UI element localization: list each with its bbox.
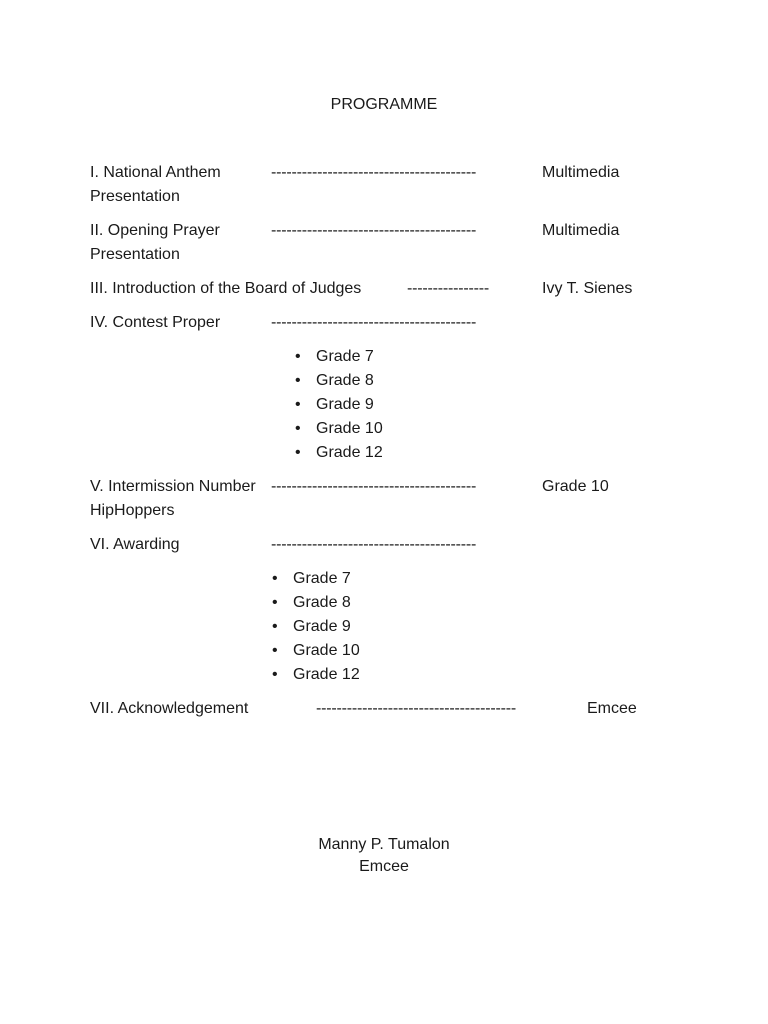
- list-item: [295, 345, 383, 369]
- list-item: [272, 663, 360, 687]
- bullet-icon: •: [295, 420, 301, 437]
- item-6-label: VI. Awarding: [90, 536, 180, 553]
- list-item: [295, 369, 383, 393]
- item-1-continuation: Presentation: [90, 188, 180, 205]
- item-1-leader: ----------------------------------------: [271, 164, 477, 181]
- item-2-assignee: Multimedia: [542, 222, 620, 239]
- list-item-label: Grade 8: [293, 594, 351, 611]
- list-item-label: Grade 12: [316, 444, 383, 461]
- bullet-icon: •: [272, 594, 278, 611]
- item-7-leader: ---------------------------------------: [316, 700, 516, 717]
- bullet-icon: •: [295, 348, 301, 365]
- item-3-label: III. Introduction of the Board of Judges: [90, 280, 362, 297]
- item-6-leader: ----------------------------------------: [271, 536, 477, 553]
- awarding-grade-list: [272, 567, 360, 687]
- bullet-icon: •: [272, 642, 278, 659]
- item-3-leader: ----------------: [407, 280, 490, 297]
- list-item-label: Grade 10: [293, 642, 360, 659]
- list-item: [272, 639, 360, 663]
- item-2-label: II. Opening Prayer: [90, 222, 220, 239]
- bullet-icon: •: [295, 372, 301, 389]
- item-4-leader: ----------------------------------------: [271, 314, 477, 331]
- list-item: [295, 393, 383, 417]
- bullet-icon: •: [295, 396, 301, 413]
- list-item-label: Grade 12: [293, 666, 360, 683]
- bullet-icon: •: [295, 444, 301, 461]
- list-item: [272, 615, 360, 639]
- list-item-label: Grade 10: [316, 420, 383, 437]
- item-3-assignee: Ivy T. Sienes: [542, 280, 633, 297]
- item-2-leader: ----------------------------------------: [271, 222, 477, 239]
- list-item-label: Grade 9: [293, 618, 351, 635]
- list-item: [295, 417, 383, 441]
- item-5-label: V. Intermission Number: [90, 478, 256, 495]
- item-7-label: VII. Acknowledgement: [90, 700, 249, 717]
- item-2-continuation: Presentation: [90, 246, 180, 263]
- list-item-label: Grade 8: [316, 372, 374, 389]
- list-item-label: Grade 7: [293, 570, 351, 587]
- item-1-label: I. National Anthem: [90, 164, 221, 181]
- page-title: PROGRAMME: [330, 96, 438, 113]
- item-1-assignee: Multimedia: [542, 164, 620, 181]
- list-item: [272, 591, 360, 615]
- item-5-leader: ----------------------------------------: [271, 478, 477, 495]
- list-item: [272, 567, 360, 591]
- item-4-label: IV. Contest Proper: [90, 314, 221, 331]
- signatory-role: Emcee: [359, 858, 409, 875]
- item-5-continuation: HipHoppers: [90, 502, 175, 519]
- contest-grade-list: [295, 345, 383, 465]
- bullet-icon: •: [272, 666, 278, 683]
- signatory-name: Manny P. Tumalon: [318, 836, 450, 853]
- item-7-assignee: Emcee: [587, 700, 637, 717]
- list-item-label: Grade 7: [316, 348, 374, 365]
- bullet-icon: •: [272, 570, 278, 587]
- list-item: [295, 441, 383, 465]
- item-5-assignee: Grade 10: [542, 478, 609, 495]
- list-item-label: Grade 9: [316, 396, 374, 413]
- bullet-icon: •: [272, 618, 278, 635]
